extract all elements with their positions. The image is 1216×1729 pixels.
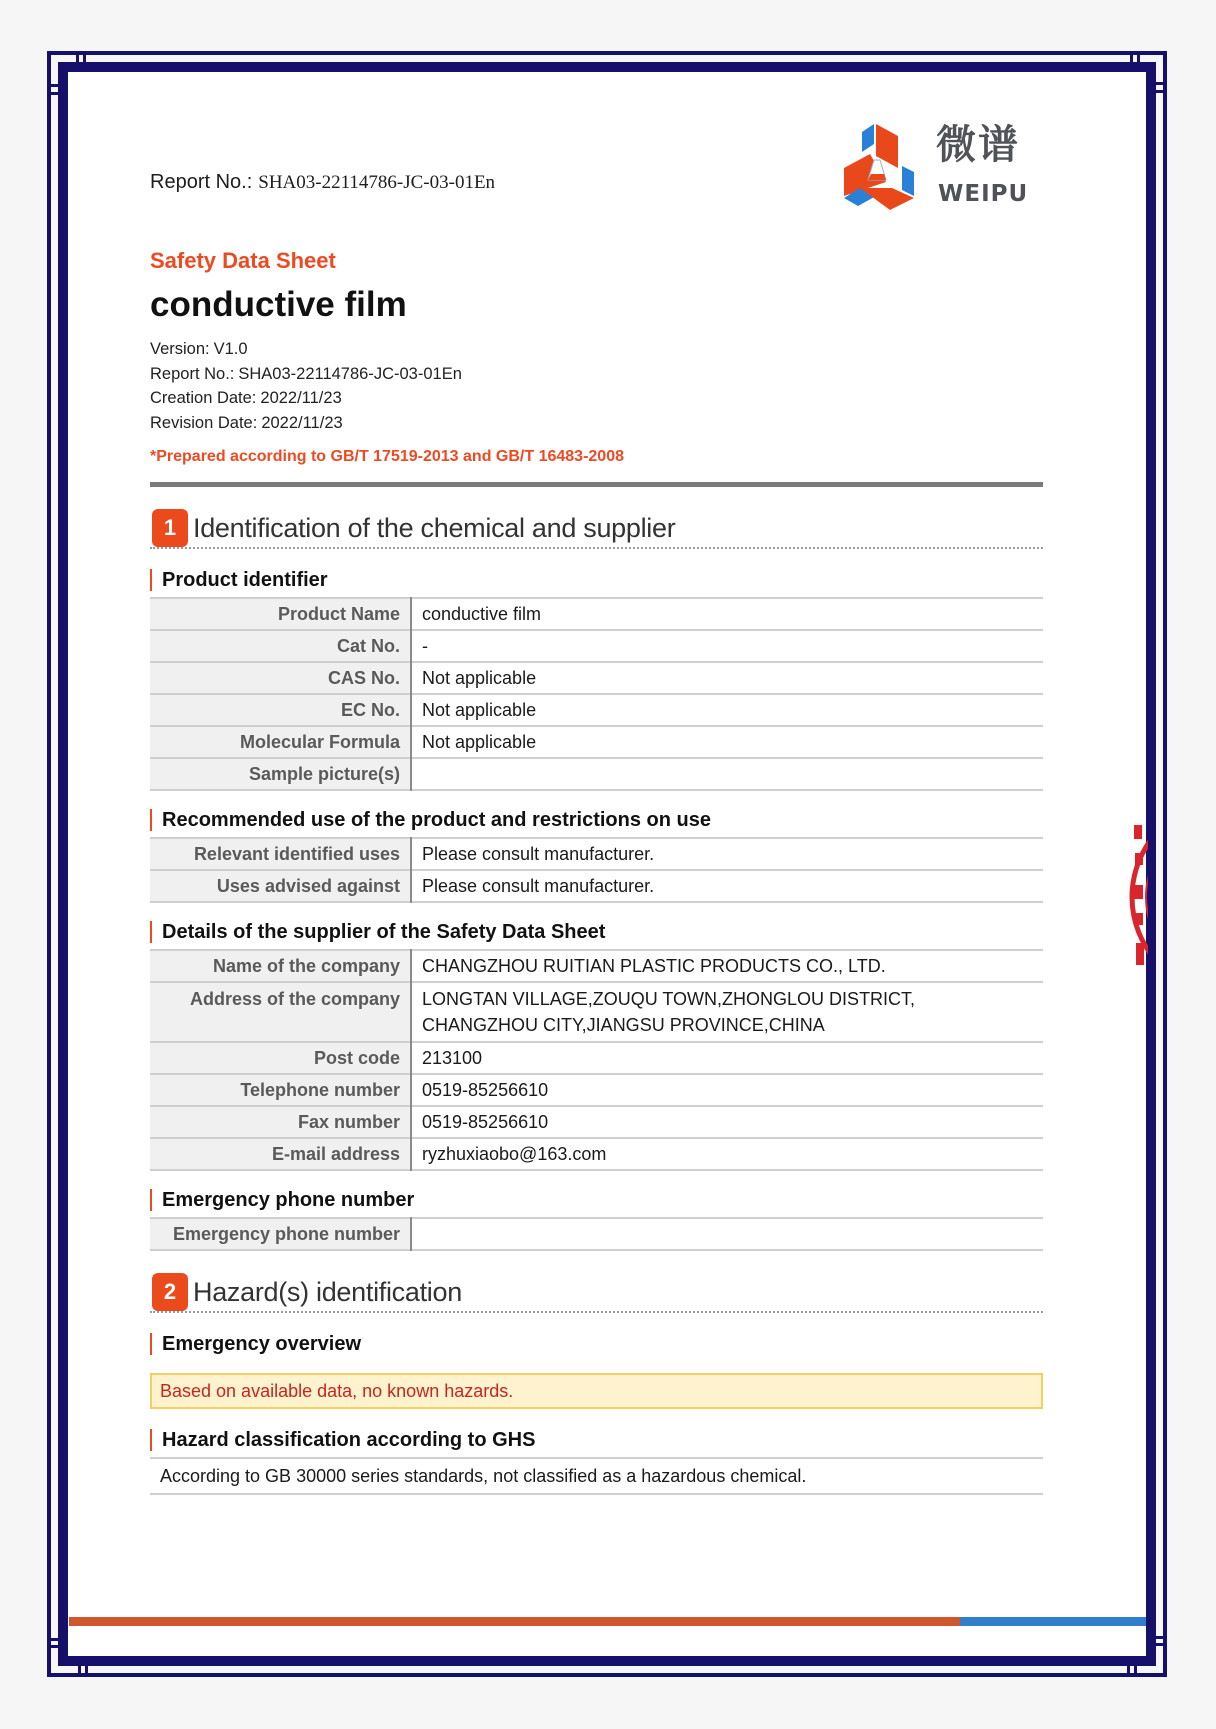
frame-ornament	[1134, 1664, 1137, 1676]
frame-ornament	[1154, 1636, 1166, 1639]
report-number-label: Report No.:	[150, 171, 253, 193]
subheading-ghs-classification: Hazard classification according to GHS	[150, 1427, 1043, 1453]
report-number-header	[150, 170, 495, 195]
table-row: Relevant identified uses Please consult manufacturer.	[150, 838, 1043, 870]
hazard-notice: Based on available data, no known hazards.	[150, 1373, 1043, 1409]
header-divider	[150, 482, 1043, 487]
page-content	[150, 247, 1043, 1495]
address-line-2: CHANGZHOU CITY,JIANGSU PROVINCE,CHINA	[422, 1015, 825, 1035]
frame-ornament	[49, 84, 61, 87]
logo-chinese-text: 微谱	[936, 122, 1020, 168]
section-2-heading	[150, 1273, 1043, 1313]
address-line-1: LONGTAN VILLAGE,ZOUQU TOWN,ZHONGLOU DISTRICT,	[422, 989, 916, 1009]
table-row: Product Name conductive film	[150, 598, 1043, 630]
section-number-badge: 2	[152, 1273, 188, 1311]
frame-ornament	[1154, 1643, 1166, 1646]
document-meta	[150, 337, 1043, 435]
emergency-phone-table	[150, 1217, 1043, 1251]
meta-creation-date: Creation Date: 2022/11/23	[150, 389, 342, 407]
table-row: EC No. Not applicable	[150, 694, 1043, 726]
table-row: Telephone number 0519-85256610	[150, 1074, 1043, 1106]
table-row: Sample picture(s)	[150, 758, 1043, 790]
frame-ornament	[49, 1645, 61, 1648]
logo-english-text: WEIPU	[938, 181, 1029, 207]
weipu-logo	[840, 120, 1050, 212]
meta-report-no: Report No.: SHA03-22114786-JC-03-01En	[150, 364, 462, 383]
recommended-use-table	[150, 837, 1043, 903]
frame-ornament	[1137, 53, 1140, 65]
table-row: E-mail address ryzhuxiaobo@163.com	[150, 1138, 1043, 1170]
frame-ornament	[1154, 90, 1166, 93]
subheading-emergency-overview: Emergency overview	[150, 1331, 1043, 1357]
standards-note: *Prepared according to GB/T 17519-2013 and GB/T 16483-2008	[150, 448, 624, 465]
footer-bar-orange	[69, 1617, 960, 1626]
section-number-badge: 1	[152, 509, 188, 547]
frame-ornament	[78, 1664, 81, 1676]
frame-ornament	[49, 92, 61, 95]
table-row: CAS No. Not applicable	[150, 662, 1043, 694]
logo-mark-icon	[840, 122, 930, 212]
frame-ornament	[1154, 82, 1166, 85]
table-row: Cat No. -	[150, 630, 1043, 662]
table-row: Fax number 0519-85256610	[150, 1106, 1043, 1138]
meta-version: Version: V1.0	[150, 340, 248, 358]
subheading-product-identifier: Product identifier	[150, 567, 1043, 593]
frame-ornament	[1127, 1664, 1130, 1676]
ghs-classification-text: According to GB 30000 series standards, not classified as a hazardous chemical.	[150, 1457, 1043, 1495]
table-row: Address of the company LONGTAN VILLAGE,ZOUQU TOWN,ZHONGLOU DISTRICT, CHANGZHOU CITY,JIANGSU PROVINCE,CHINA	[150, 982, 1043, 1042]
meta-revision-date: Revision Date: 2022/11/23	[150, 413, 343, 432]
report-number-value: SHA03-22114786-JC-03-01En	[258, 172, 496, 193]
table-row: Emergency phone number	[150, 1218, 1043, 1250]
table-row: Post code 213100	[150, 1042, 1043, 1074]
email-link[interactable]: ryzhuxiaobo@163.com	[422, 1144, 607, 1164]
section-1-heading	[150, 509, 1043, 549]
subheading-recommended-use: Recommended use of the product and restrictions on use	[150, 807, 1043, 833]
product-identifier-table	[150, 597, 1043, 791]
subheading-emergency-phone: Emergency phone number	[150, 1187, 1043, 1213]
table-row: Uses advised against Please consult manufacturer.	[150, 870, 1043, 902]
subheading-supplier-details: Details of the supplier of the Safety Data Sheet	[150, 919, 1043, 945]
product-title: conductive film	[150, 285, 407, 324]
frame-ornament	[76, 53, 79, 65]
document-type: Safety Data Sheet	[150, 248, 336, 273]
frame-ornament	[83, 53, 86, 65]
supplier-table	[150, 949, 1043, 1171]
seal-stamp-icon	[1128, 795, 1148, 1000]
frame-ornament	[85, 1664, 88, 1676]
section-title: Hazard(s) identification	[193, 1277, 462, 1307]
section-title: Identification of the chemical and supplier	[193, 513, 676, 543]
table-row: Molecular Formula Not applicable	[150, 726, 1043, 758]
frame-ornament	[1130, 53, 1133, 65]
table-row: Name of the company CHANGZHOU RUITIAN PLASTIC PRODUCTS CO., LTD.	[150, 950, 1043, 982]
footer-bar-blue	[960, 1617, 1146, 1626]
frame-ornament	[49, 1638, 61, 1641]
